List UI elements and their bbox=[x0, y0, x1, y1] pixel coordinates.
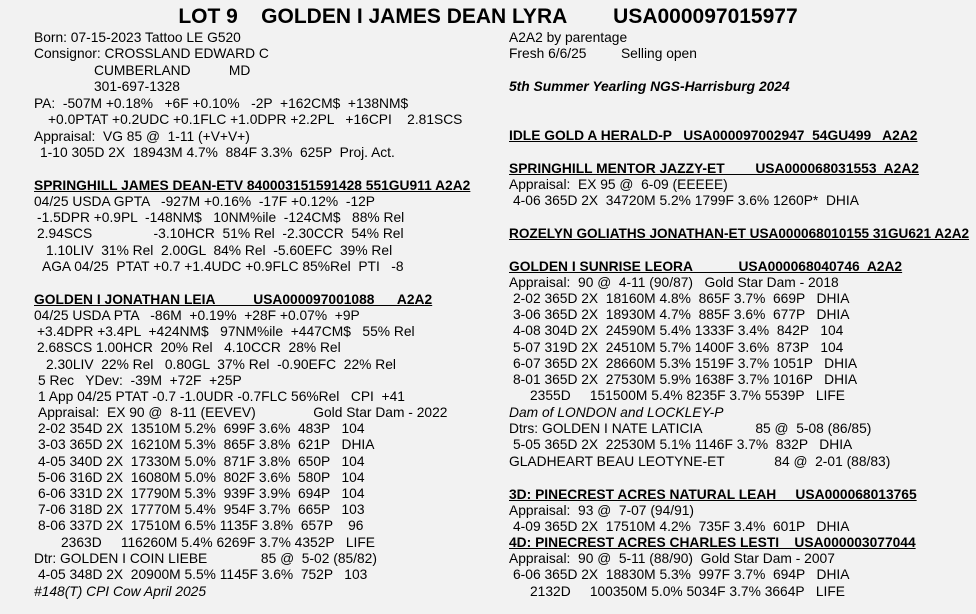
dam-record-line: 3-03 365D 2X 16210M 5.3% 865F 3.8% 621P DHIA bbox=[38, 437, 375, 452]
great-grandam-record: 3-06 365D 2X 18930M 4.7% 885F 3.6% 677P DHIA bbox=[513, 307, 850, 322]
great-grandam-record: 5-07 319D 2X 24510M 5.7% 1400F 3.6% 873P 104 bbox=[513, 340, 844, 355]
record-line: 1-10 305D 2X 18943M 4.7% 884F 3.3% 625P Proj. Act. bbox=[40, 145, 395, 160]
great-grandam-record: 8-01 365D 2X 27530M 5.9% 1638F 3.7% 1016P DHIA bbox=[513, 372, 858, 387]
4th-dam-heading: 4D: PINECREST ACRES CHARLES LESTI USA000003077044 bbox=[509, 535, 916, 550]
grandam-record: 4-06 365D 2X 34720M 5.2% 1799F 3.6% 1260P* DHIA bbox=[513, 193, 859, 208]
3rd-dam-heading: 3D: PINECREST ACRES NATURAL LEAH USA000068013765 bbox=[509, 487, 917, 502]
daughter-line: GLADHEART BEAU LEOTYNE-ET 84 @ 2-01 (88/83) bbox=[509, 454, 891, 469]
4th-dam-appraisal: Appraisal: 90 @ 5-11 (88/90) Gold Star Dam - 2007 bbox=[509, 551, 835, 566]
sire-stat-line: AGA 04/25 PTAT +0.7 +1.4UDC +0.9FLC 85%Rel PTI -8 bbox=[42, 259, 404, 274]
consignor-phone: 301-697-1328 bbox=[94, 79, 180, 94]
daughter-record-line: 4-05 348D 2X 20900M 5.5% 1145F 3.6% 752P 103 bbox=[38, 567, 368, 582]
sire-stat-line: 1.10LIV 31% Rel 2.00GL 84% Rel -5.60EFC 39% Rel bbox=[46, 243, 393, 258]
cpi-note: #148(T) CPI Cow April 2025 bbox=[34, 584, 207, 599]
daughters-line: Dtrs: GOLDEN I NATE LATICIA 85 @ 5-08 (86/85) bbox=[509, 421, 872, 436]
dam-stat-line: 5 Rec YDev: -39M +72F +25P bbox=[38, 373, 242, 388]
great-grandsire-heading: ROZELYN GOLIATHS JONATHAN-ET USA000068010155 31GU621 A2A2 bbox=[509, 226, 970, 241]
great-grandam-appraisal: Appraisal: 90 @ 4-11 (90/87) Gold Star Dam - 2018 bbox=[509, 275, 839, 290]
dam-record-line: 5-06 316D 2X 16080M 5.0% 802F 3.6% 580P 104 bbox=[38, 470, 365, 485]
sire-stat-line: 2.94SCS -3.10HCR 51% Rel -2.30CCR 54% Rel bbox=[37, 226, 404, 241]
4th-dam-record: 6-06 365D 2X 18830M 5.3% 997F 3.7% 694P DHIA bbox=[513, 567, 850, 582]
dam-record-line: 7-06 318D 2X 17770M 5.4% 954F 3.7% 665P 103 bbox=[38, 502, 365, 517]
appraisal: Appraisal: VG 85 @ 1-11 (+V+V+) bbox=[34, 129, 250, 144]
dam-appraisal: Appraisal: EX 90 @ 8-11 (EEVEV) Gold Star Dam - 2022 bbox=[38, 405, 448, 420]
fresh-status: Fresh 6/6/25 Selling open bbox=[509, 46, 697, 61]
4th-dam-lifetime: 2132D 100350M 5.0% 5034F 3.7% 3664P LIFE bbox=[530, 584, 845, 599]
lot-title: LOT 9 GOLDEN I JAMES DEAN LYRA USA000097015977 bbox=[178, 5, 798, 28]
dam-record-line: 6-06 331D 2X 17790M 5.3% 939F 3.9% 694P 104 bbox=[38, 486, 365, 501]
maternal-grandsire-heading: IDLE GOLD A HERALD-P USA000097002947 54GU499 A2A2 bbox=[509, 128, 918, 143]
3rd-dam-record: 4-09 365D 2X 17510M 4.2% 735F 3.4% 601P DHIA bbox=[513, 519, 850, 534]
sire-stat-line: -1.5DPR +0.9PL -148NM$ 10NM%ile -124CM$ 88% Rel bbox=[37, 210, 405, 225]
dam-record-line: 4-05 340D 2X 17330M 5.0% 871F 3.8% 650P 104 bbox=[38, 454, 365, 469]
dam-heading: GOLDEN I JONATHAN LEIA USA000097001088 A2A2 bbox=[34, 292, 433, 307]
dam-record-line: 2-02 354D 2X 13510M 5.2% 699F 3.6% 483P 104 bbox=[38, 421, 365, 436]
sire-heading: SPRINGHILL JAMES DEAN-ETV 840003151591428 551GU911 A2A2 bbox=[34, 178, 471, 193]
3rd-dam-appraisal: Appraisal: 93 @ 7-07 (94/91) bbox=[509, 503, 695, 518]
great-grandam-heading: GOLDEN I SUNRISE LEORA USA000068040746 A2A2 bbox=[509, 259, 903, 274]
sire-stat-line: 04/25 USDA GPTA -927M +0.16% -17F +0.12% -12P bbox=[34, 194, 376, 209]
pa-line: +0.0PTAT +0.2UDC +0.1FLC +1.0DPR +2.2PL +16CPI 2.81SCS bbox=[48, 112, 463, 127]
great-grandam-lifetime: 2355D 151500M 5.4% 8235F 3.7% 5539P LIFE bbox=[530, 388, 845, 403]
dam-of-note: Dam of LONDON and LOCKLEY-P bbox=[509, 405, 724, 420]
daughter-line: Dtr: GOLDEN I COIN LIEBE 85 @ 5-02 (85/82) bbox=[34, 551, 377, 566]
dam-stat-line: +3.4DPR +3.4PL +424NM$ 97NM%ile +447CM$ 55% Rel bbox=[37, 324, 415, 339]
great-grandam-record: 4-08 304D 2X 24590M 5.4% 1333F 3.4% 842P 104 bbox=[513, 323, 844, 338]
birth-info: Born: 07-15-2023 Tattoo LE G520 bbox=[34, 30, 241, 45]
dam-lifetime-line: 2363D 116260M 5.4% 6269F 3.7% 4352P LIFE bbox=[61, 535, 375, 550]
dam-stat-line: 2.68SCS 1.00HCR 20% Rel 4.10CCR 28% Rel bbox=[37, 340, 341, 355]
daughter-record: 5-05 365D 2X 22530M 5.1% 1146F 3.7% 832P DHIA bbox=[513, 437, 853, 452]
consignor: Consignor: CROSSLAND EDWARD C bbox=[34, 46, 269, 61]
pa-line: PA: -507M +0.18% +6F +0.10% -2P +162CM$ +138NM$ bbox=[34, 96, 409, 111]
great-grandam-record: 2-02 365D 2X 18160M 4.8% 865F 3.7% 669P DHIA bbox=[513, 291, 850, 306]
grandam-heading: SPRINGHILL MENTOR JAZZY-ET USA000068031553 A2A2 bbox=[509, 161, 919, 176]
great-grandam-record: 6-07 365D 2X 28660M 5.3% 1519F 3.7% 1051P DHIA bbox=[513, 356, 858, 371]
show-award: 5th Summer Yearling NGS-Harrisburg 2024 bbox=[509, 79, 790, 94]
grandam-appraisal: Appraisal: EX 95 @ 6-09 (EEEEE) bbox=[509, 177, 728, 192]
consignor-location: CUMBERLAND MD bbox=[94, 63, 251, 78]
dam-stat-line: 1 App 04/25 PTAT -0.7 -1.0UDR -0.7FLC 56%Rel CPI +41 bbox=[38, 389, 405, 404]
dam-record-line: 8-06 337D 2X 17510M 6.5% 1135F 3.8% 657P 96 bbox=[38, 518, 364, 533]
dam-stat-line: 2.30LIV 22% Rel 0.80GL 37% Rel -0.90EFC 22% Rel bbox=[46, 357, 396, 372]
a2-note: A2A2 by parentage bbox=[509, 30, 628, 45]
dam-stat-line: 04/25 USDA PTA -86M +0.19% +28F +0.07% +9P bbox=[34, 308, 360, 323]
